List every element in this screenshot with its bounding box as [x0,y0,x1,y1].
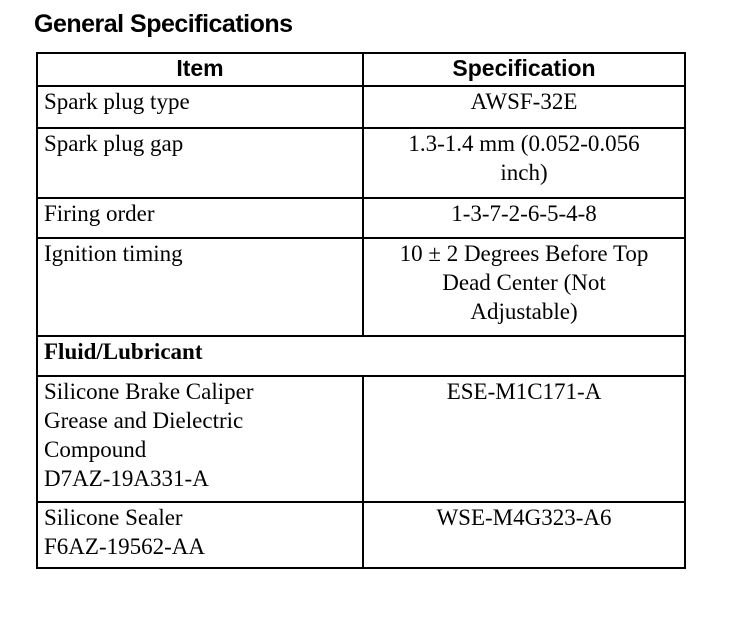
item-cell: Silicone Sealer F6AZ-19562-AA [37,502,363,568]
table-row [37,86,685,128]
spec-cell: 1.3-1.4 mm (0.052-0.056 inch) [363,128,685,198]
table-row [37,238,685,336]
item-cell: Spark plug type [37,86,363,128]
column-header-specification: Specification [363,53,685,86]
table-row [37,502,685,568]
spec-cell: AWSF-32E [363,86,685,128]
section-header-row [37,336,685,376]
table-row [37,198,685,238]
item-cell: Silicone Brake Caliper Grease and Dielectric Compound D7AZ-19A331-A [37,376,363,502]
spec-cell: 1-3-7-2-6-5-4-8 [363,198,685,238]
table-header-row [37,53,685,86]
table-row [37,128,685,198]
column-header-item: Item [37,53,363,86]
spec-cell: WSE-M4G323-A6 [363,502,685,568]
specifications-table [36,52,686,569]
table-row [37,376,685,502]
spec-cell: 10 ± 2 Degrees Before Top Dead Center (Not Adjustable) [363,238,685,336]
page-title: General Specifications [34,10,293,38]
section-label-fluid-lubricant: Fluid/Lubricant [37,336,685,376]
item-cell: Ignition timing [37,238,363,336]
item-cell: Spark plug gap [37,128,363,198]
item-cell: Firing order [37,198,363,238]
spec-cell: ESE-M1C171-A [363,376,685,502]
